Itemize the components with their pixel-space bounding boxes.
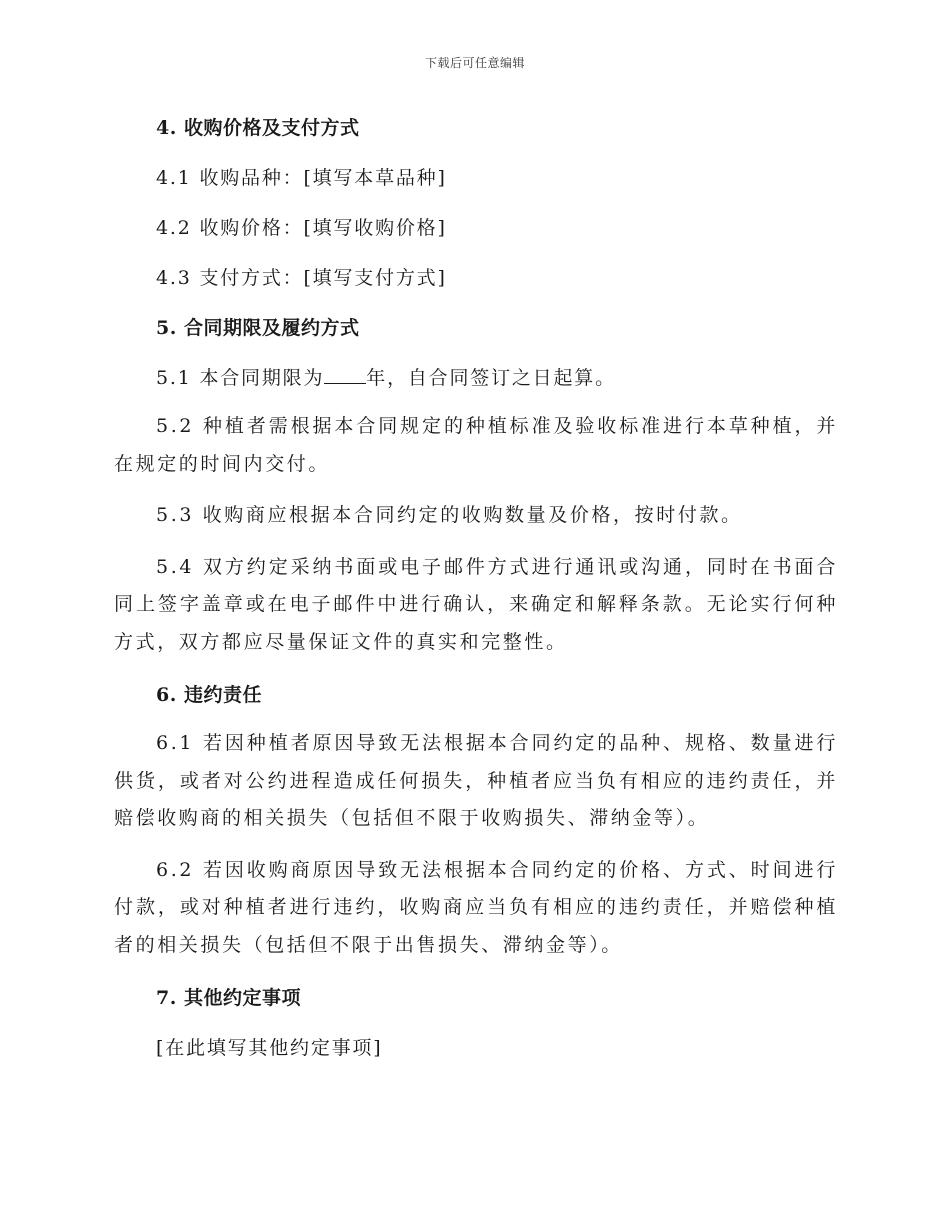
- other-terms-placeholder: [在此填写其他约定事项]: [156, 1037, 383, 1059]
- contract-term-blank: [324, 367, 366, 384]
- document-body: [114, 108, 838, 1078]
- item-4-3: 4.3 支付方式：[填写支付方式]: [156, 267, 447, 289]
- clause-5-2: 5.2 种植者需根据本合同规定的种植标准及验收标准进行本草种植，并在规定的时间内交付。: [114, 415, 838, 475]
- clause-6-2: 6.2 若因收购商原因导致无法根据本合同约定的价格、方式、时间进行付款，或对种植者进行违约，收购商应当负有相应的违约责任，并赔偿种植者的相关损失（包括但不限于出售损失、滞纳金等）。: [114, 858, 838, 956]
- clause-5-1-text-after: 年，自合同签订之日起算。: [366, 367, 616, 389]
- item-4-1: 4.1 收购品种：[填写本草品种]: [156, 167, 447, 189]
- section-7-heading: 7. 其他约定事项: [156, 987, 301, 1009]
- clause-5-1-text-before: 5.1 本合同期限为: [156, 367, 325, 389]
- item-4-2: 4.2 收购价格：[填写收购价格]: [156, 217, 447, 239]
- header-note: 下载后可任意编辑: [424, 56, 525, 70]
- section-6-heading: 6. 违约责任: [156, 684, 262, 706]
- section-4-heading: 4. 收购价格及支付方式: [156, 117, 360, 139]
- clause-6-1: 6.1 若因种植者原因导致无法根据本合同约定的品种、规格、数量进行供货，或者对公约进程造成任何损失，种植者应当负有相应的违约责任，并赔偿收购商的相关损失（包括但不限于收购损失、滞纳金等）。: [114, 732, 838, 829]
- clause-5-3: 5.3 收购商应根据本合同约定的收购数量及价格，按时付款。: [156, 504, 743, 526]
- section-5-heading: 5. 合同期限及履约方式: [156, 317, 360, 339]
- clause-5-1: [114, 358, 838, 398]
- clause-5-4: 5.4 双方约定采纳书面或电子邮件方式进行通讯或沟通，同时在书面合同上签字盖章或在电子邮件中进行确认，来确定和解释条款。无论实行何种方式，双方都应尽量保证文件的真实和完整性。: [114, 555, 838, 653]
